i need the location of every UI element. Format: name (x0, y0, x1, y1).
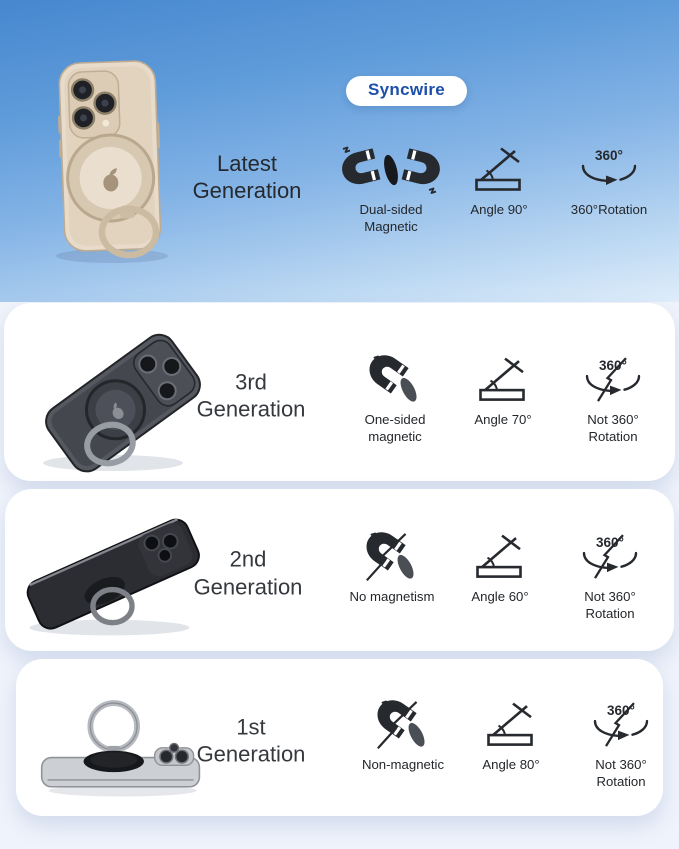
feature-not-360-rotation (547, 530, 673, 624)
one-sided-magnet-icon (366, 352, 424, 408)
card-features (334, 352, 676, 446)
card-1st-generation (16, 659, 663, 816)
svg-text:360°: 360° (595, 148, 623, 163)
feature-label: Not 360° Rotation (587, 412, 639, 445)
feature-label: Not 360° Rotation (584, 589, 636, 622)
card-3rd-generation (4, 303, 675, 481)
card-features (331, 530, 673, 624)
feature-label: Angle 80° (482, 756, 540, 772)
feature-label: Not 360° Rotation (595, 756, 647, 789)
angle-icon (484, 697, 538, 753)
hero-title (158, 150, 336, 205)
hero-features (330, 142, 672, 236)
no-magnet-icon (363, 530, 421, 586)
feature-one-sided-magnetic (334, 352, 456, 446)
feature-label: Angle 60° (471, 589, 529, 605)
angle-icon (473, 530, 527, 586)
dual-sided-magnet-icon (341, 142, 441, 198)
generation-title: 3rd Generation (196, 369, 306, 422)
feature-label: Angle 70° (474, 412, 532, 428)
feature-label: One-sided magnetic (364, 412, 426, 445)
feature-label: Non-magnetic (361, 756, 445, 772)
hero-section (0, 0, 679, 302)
angle-icon (476, 352, 530, 408)
brand-badge (346, 76, 467, 106)
feature-no-magnetism (331, 530, 453, 607)
hero-title-line2: Generation (192, 178, 302, 204)
feature-not-360-rotation (558, 697, 679, 791)
angle-icon (472, 142, 526, 198)
feature-angle-60 (453, 530, 547, 607)
feature-angle-80 (464, 697, 558, 774)
brand-logo-text: Syncwire (368, 80, 446, 99)
svg-text:360°: 360° (599, 358, 627, 374)
card-2nd-generation (5, 489, 674, 651)
feature-not-360-rotation (550, 352, 676, 446)
feature-non-magnetic (342, 697, 464, 774)
feature-angle-90 (452, 142, 546, 219)
no-magnet-icon (374, 697, 432, 753)
card-features (342, 697, 679, 791)
no-rotation-360-icon (580, 352, 646, 408)
generation-title: 1st Generation (196, 714, 306, 767)
feature-angle-70 (456, 352, 550, 429)
no-rotation-360-icon (577, 530, 643, 586)
feature-360-rotation (546, 142, 672, 219)
hero-title-line1: Latest (217, 151, 277, 176)
svg-text:360°: 360° (596, 535, 624, 551)
feature-dual-sided-magnetic (330, 142, 452, 236)
feature-label: No magnetism (349, 589, 435, 605)
no-rotation-360-icon (588, 697, 654, 753)
svg-text:360°: 360° (607, 702, 635, 718)
rotation-360-icon (576, 142, 642, 198)
generation-title: 2nd Generation (193, 546, 303, 600)
feature-label: 360°Rotation (570, 202, 648, 217)
feature-label: Dual-sided Magnetic (359, 202, 423, 234)
feature-label: Angle 90° (470, 202, 528, 217)
